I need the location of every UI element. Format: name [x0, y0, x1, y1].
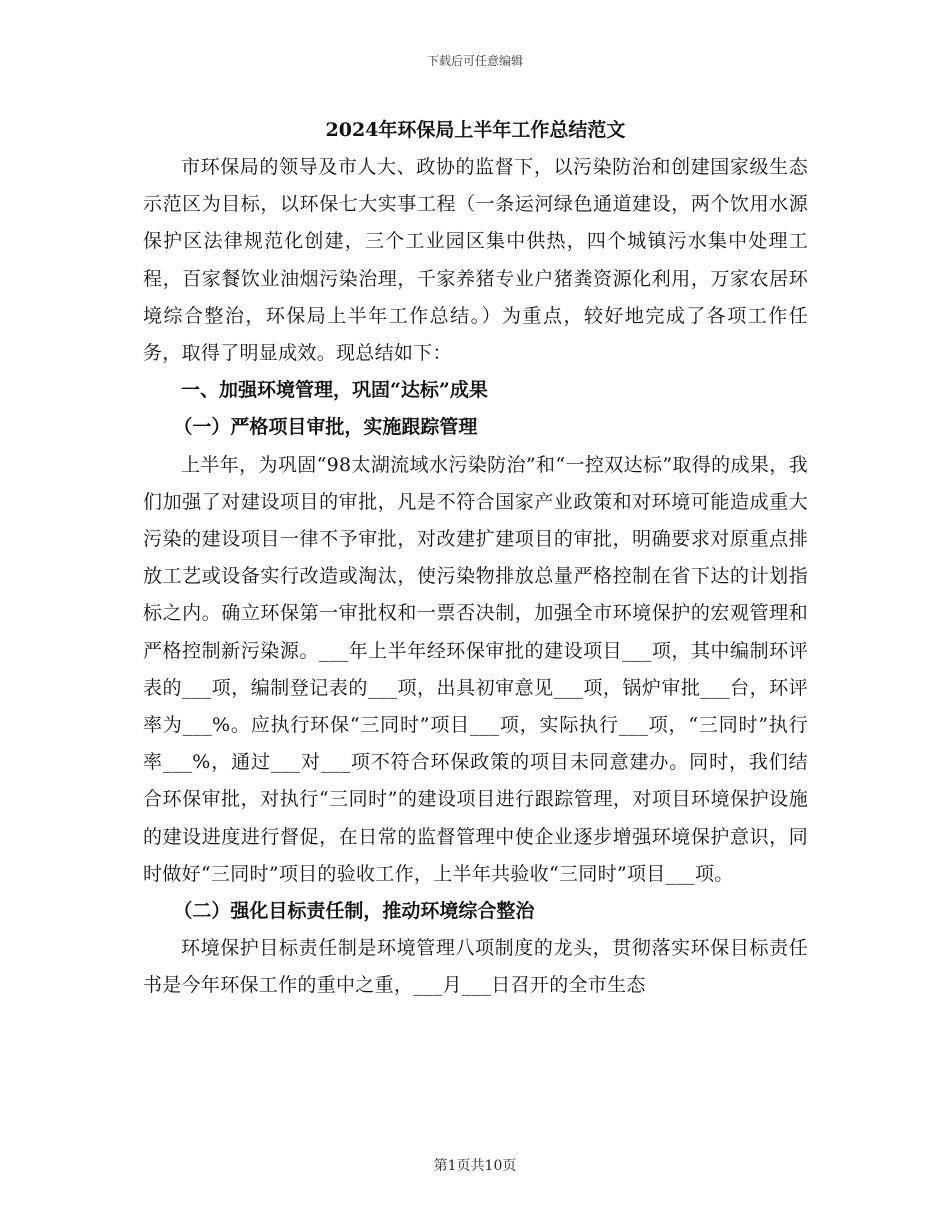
subsection-2-paragraph: 环境保护目标责任制是环境管理八项制度的龙头，贯彻落实环保目标责任书是今年环保工作的重中之重，___月___日召开的全市生态	[143, 937, 808, 997]
intro-paragraph: 市环保局的领导及市人大、政协的监督下，以污染防治和创建国家级生态示范区为目标，以环保七大实事工程（一条运河绿色通道建设，两个饮用水源保护区法律规范化创建，三个工业园区集中供热，四个城镇污水集中处理工程，百家餐饮业油烟污染治理，千家养猪专业户猪粪资源化利用，万家农居环境综合整治，环保局上半年工作总结。）为重点，较好地完成了各项工作任务，取得了明显成效。现总结如下：	[143, 156, 808, 365]
section-heading-1: 一、加强环境管理，巩固“达标”成果	[181, 379, 488, 402]
page-header-note: 下载后可任意编辑	[426, 54, 523, 68]
document-title: 2024年环保局上半年工作总结范文	[325, 119, 626, 141]
document-body	[143, 113, 808, 1005]
subsection-1-paragraph: 上半年，为巩固“98太湖流域水污染防治”和“一控双达标”取得的成果，我们加强了对建设项目的审批，凡是不符合国家产业政策和对环境可能造成重大污染的建设项目一律不予审批，对改建扩建项目的审批，明确要求对原重点排放工艺或设备实行改造或淘汰，使污染物排放总量严格控制在省下达的计划指标之内。确立环保第一审批权和一票否决制，加强全市环境保护的宏观管理和严格控制新污染源。___年上半年经环保审批的建设项目___项，其中编制环评表的___项，编制登记表的___项，出具初审意见___项，锅炉审批___台，环评率为___%。应执行环保“三同时”项目___项，实际执行___项，“三同时”执行率___%，通过___对___项不符合环保政策的项目未同意建办。同时，我们结合环保审批，对执行“三同时”的建设项目进行跟踪管理，对项目环境保护设施的建设进度进行督促，在日常的监督管理中使企业逐步增强环境保护意识，同时做好“三同时”项目的验收工作，上半年共验收“三同时”项目___项。	[143, 453, 808, 885]
subsection-heading-2: （二）强化目标责任制，推动环境综合整治	[173, 900, 535, 923]
subsection-heading-1: （一）严格项目审批，实施跟踪管理	[173, 416, 478, 439]
page-footer-number: 第1页共10页	[433, 1158, 517, 1174]
